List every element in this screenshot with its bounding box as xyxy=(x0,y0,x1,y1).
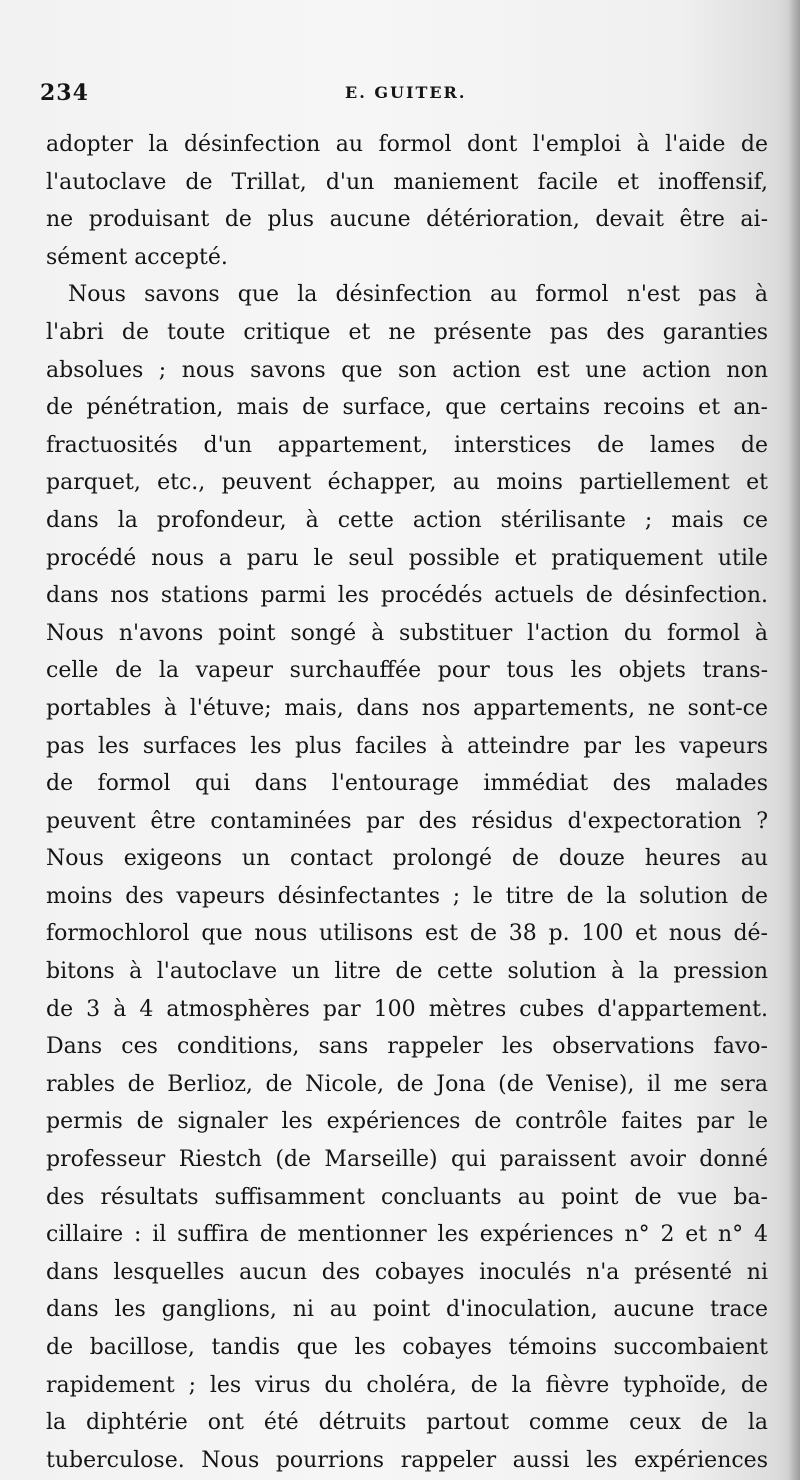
text-line: formochlorol que nous utilisons est de 38 p. 100 et nous dé- xyxy=(46,921,768,947)
text-line: Nous n'avons point songé à substituer l'action du formol à xyxy=(46,620,768,646)
text-line: des résultats suffisamment concluants au point de vue ba- xyxy=(46,1184,768,1210)
text-line: rapidement ; les virus du choléra, de la fièvre typhoïde, de xyxy=(46,1372,768,1398)
text-line: ne produisant de plus aucune détérioration, devait être ai- xyxy=(46,207,768,233)
text-line: professeur Riestch (de Marseille) qui paraissent avoir donné xyxy=(46,1147,768,1173)
page-number: 234 xyxy=(40,80,89,106)
text-line: portables à l'étuve; mais, dans nos appartements, ne sont-ce xyxy=(46,695,768,721)
running-head: E. GUITER. xyxy=(345,83,467,102)
text-line: de 3 à 4 atmosphères par 100 mètres cubes d'appartement. xyxy=(46,996,768,1022)
text-line: procédé nous a paru le seul possible et pratiquement utile xyxy=(46,545,768,571)
text-line: dans lesquelles aucun des cobayes inoculés n'a présenté ni xyxy=(46,1259,768,1285)
text-line: pas les surfaces les plus faciles à atteindre par les vapeurs xyxy=(46,733,768,759)
text-line: peuvent être contaminées par des résidus d'expectoration ? xyxy=(46,808,768,834)
text-line: sément accepté. xyxy=(46,244,228,270)
text-line: parquet, etc., peuvent échapper, au moins partiellement et xyxy=(46,470,768,496)
text-line: fractuosités d'un appartement, interstices de lames de xyxy=(46,432,768,458)
text-line: tuberculose. Nous pourrions rappeler aussi les expériences xyxy=(46,1447,768,1473)
text-line: l'abri de toute critique et ne présente pas des garanties xyxy=(46,319,768,345)
page-header xyxy=(40,80,770,112)
text-line: Dans ces conditions, sans rappeler les observations favo- xyxy=(46,1034,768,1060)
text-line: Nous savons que la désinfection au formol n'est pas à xyxy=(68,282,768,308)
text-line: moins des vapeurs désinfectantes ; le titre de la solution de xyxy=(46,883,768,909)
text-line: Nous exigeons un contact prolongé de douze heures au xyxy=(46,846,768,872)
text-line: adopter la désinfection au formol dont l'emploi à l'aide de xyxy=(46,132,768,157)
text-line: dans la profondeur, à cette action stérilisante ; mais ce xyxy=(46,507,768,533)
text-line: dans les ganglions, ni au point d'inoculation, aucune trace xyxy=(46,1297,768,1323)
page-edge-shadow xyxy=(788,0,800,1480)
text-line: bitons à l'autoclave un litre de cette solution à la pression xyxy=(46,959,768,985)
text-line: dans nos stations parmi les procédés actuels de désinfection. xyxy=(46,583,768,609)
text-line: de formol qui dans l'entourage immédiat des malades xyxy=(46,771,768,797)
text-line: de pénétration, mais de surface, que certains recoins et an- xyxy=(46,395,768,421)
text-line: cillaire : il suffira de mentionner les expériences n° 2 et n° 4 xyxy=(46,1222,768,1248)
text-line: rables de Berlioz, de Nicole, de Jona (de Venise), il me sera xyxy=(46,1071,768,1097)
text-line: celle de la vapeur surchauffée pour tous les objets trans- xyxy=(46,658,768,684)
text-line: permis de signaler les expériences de contrôle faites par le xyxy=(46,1109,768,1135)
text-line: absolues ; nous savons que son action est une action non xyxy=(46,357,768,383)
text-line: la diphtérie ont été détruits partout comme ceux de la xyxy=(46,1410,768,1436)
text-line: l'autoclave de Trillat, d'un maniement facile et inoffensif, xyxy=(46,169,768,195)
body-text xyxy=(46,126,768,1479)
text-line: de bacillose, tandis que les cobayes témoins succombaient xyxy=(46,1335,768,1360)
